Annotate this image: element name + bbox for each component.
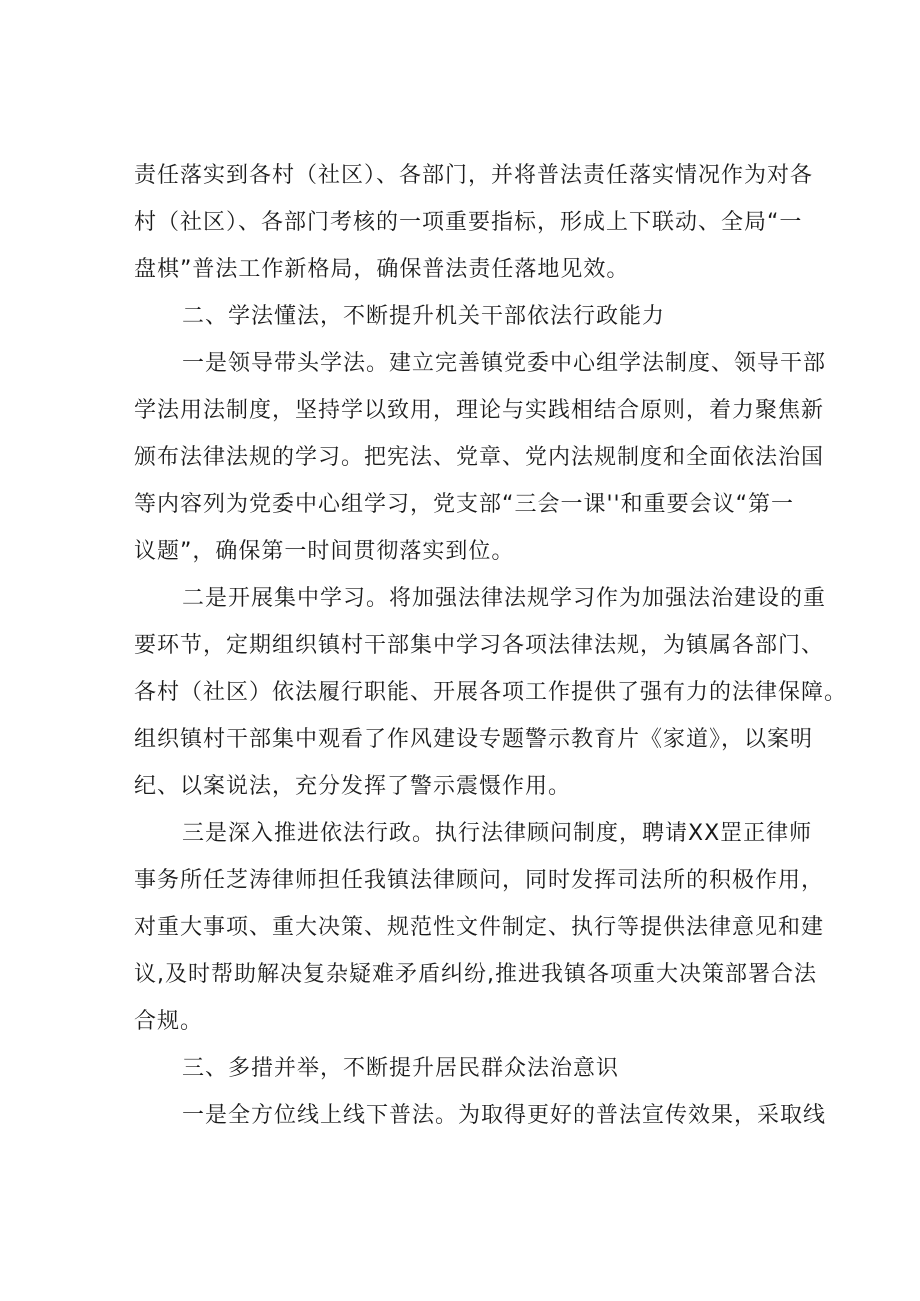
text-line: 纪、以案说法，充分发挥了警示震慑作用。 — [134, 774, 572, 799]
text-line: 三是深入推进依法行政。执行法律顾问制度，聘请XX罡正律师 — [182, 821, 813, 846]
text-line: 颁布法律法规的学习。把宪法、党章、党内法规制度和全面依法治国 — [134, 445, 825, 470]
text-line: 议,及时帮助解决复杂疑难矛盾纠纷,推进我镇各项重大决策部署合法 — [134, 962, 817, 987]
text-line: 要环节，定期组织镇村干部集中学习各项法律法规，为镇属各部门、 — [134, 633, 825, 658]
text-line: 二是开展集中学习。将加强法律法规学习作为加强法治建设的重 — [182, 586, 827, 611]
text-line: 议题”，确保第一时间贯彻落实到位。 — [134, 539, 515, 564]
text-line: 各村（社区）依法履行职能、开展各项工作提供了强有力的法律保障。 — [134, 680, 848, 705]
text-line: 事务所任芝涛律师担任我镇法律顾问，同时发挥司法所的积极作用， — [134, 868, 825, 893]
text-line: 村（社区）、各部门考核的一项重要指标，形成上下联动、全局“一 — [134, 210, 803, 235]
text-line: 盘棋”普法工作新格局，确保普法责任落地见效。 — [134, 257, 630, 282]
section-heading: 三、多措并举，不断提升居民群众法治意识 — [182, 1056, 620, 1081]
text-line: 组织镇村干部集中观看了作风建设专题警示教育片《家道》，以案明 — [134, 727, 814, 752]
text-line: 学法用法制度，坚持学以致用，理论与实践相结合原则，着力聚焦新 — [134, 398, 825, 423]
text-line: 一是领导带头学法。建立完善镇党委中心组学法制度、领导干部 — [182, 351, 827, 376]
text-line: 等内容列为党委中心组学习，党支部“三会一课''和重要会议“第一 — [134, 492, 794, 517]
text-line: 一是全方位线上线下普法。为取得更好的普法宣传效果，采取线 — [182, 1103, 827, 1128]
document-body — [134, 152, 848, 1139]
text-line: 合规。 — [134, 1009, 204, 1034]
text-line: 对重大事项、重大决策、规范性文件制定、执行等提供法律意见和建 — [134, 915, 825, 940]
section-heading: 二、学法懂法，不断提升机关干部依法行政能力 — [182, 304, 666, 329]
text-line: 责任落实到各村（社区）、各部门，并将普法责任落实情况作为对各 — [134, 163, 814, 188]
